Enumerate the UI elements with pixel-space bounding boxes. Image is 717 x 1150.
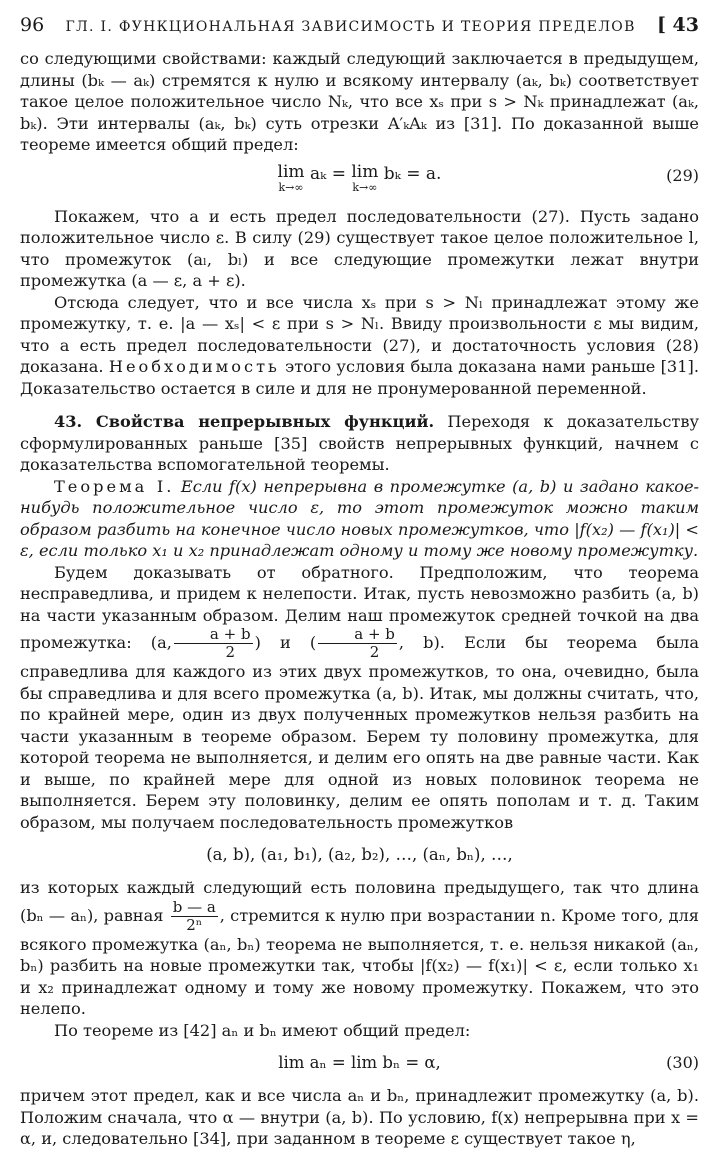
lim-sub-2: k→∞	[352, 180, 378, 194]
section-heading: 43. Свойства непрерывных функций.	[54, 412, 435, 431]
paragraph-6: По теореме из [42] aₙ и bₙ имеют общий предел:	[54, 1020, 471, 1040]
eq29-right: bₖ = a.	[383, 163, 442, 184]
paragraph-1: со следующими свойствами: каждый следующий заключается в предыдущем, длины (bₖ — aₖ) стремятся к нулю и всякому интервалу (aₖ, bₖ) соответствует такое целое положительное число Nₖ, что все xₛ при s > Nₖ принадлежат (aₖ, bₖ). Эти интервалы (aₖ, bₖ) суть отрезки A′ₖAₖ из [31]. По доказанной выше теореме имеется общий предел:	[20, 49, 699, 154]
equation-29	[20, 161, 699, 198]
running-header	[20, 14, 699, 48]
theorem-label: Теорема I.	[54, 476, 175, 496]
section-43-intro: 43. Свойства непрерывных функций. Переходя к доказательству сформулированных раньше [35] свойств непрерывных функций, начнем с доказательства вспомогательной теоремы.	[20, 412, 699, 474]
eq30-number: (30)	[666, 1053, 699, 1072]
lim-op-2: lim	[351, 161, 379, 182]
equation-30	[20, 1049, 699, 1077]
paragraph-2: Покажем, что a и есть предел последовательности (27). Пусть задано положительное число ε. В силу (29) существует такое целое положительное l, что промежуток (aₗ, bₗ) и все следующие промежутки лежат внутри промежутка (a — ε, a + ε).	[20, 206, 699, 290]
theorem-1	[20, 476, 699, 562]
paragraph-7: причем этот предел, как и все числа aₙ и bₙ, принадлежит промежутку (a, b). Положим сначала, что α — внутри (a, b). По условию, f(x) непрерывна при x = α, и, следовательно [34], при заданном в теореме ε существует такое η,	[20, 1086, 699, 1148]
eq29-left: aₖ =	[309, 163, 346, 184]
spaced-word: Необходимость	[108, 357, 280, 376]
paragraph-5: из которых каждый следующий есть половина предыдущего, так что длина (bₙ — aₙ), равная $\frac{b — a}{\text{2ⁿ}}$ , стремится к нулю при возрастании n. Кроме того, для всякого промежутка (aₙ, bₙ) теорема не выполняется, т. е. нельзя никакой (aₙ, bₙ) разбить на новые промежутки так, чтобы |f(x₂) — f(x₁)| < ε, если только x₁ и x₂ принадлежат одному и тому же новому промежутку. Покажем, что это нелепо.	[20, 878, 699, 1018]
sequence-of-intervals: (a, b), (a₁, b₁), (a₂, b₂), …, (aₙ, bₙ), …,	[206, 845, 513, 864]
paragraph-proof: Будем доказывать от обратного. Предположим, что теорема несправедлива, и придем к нелепости. Итак, пусть невозможно разбить (a, b) на части указанным образом. Делим наш промежуток средней точкой на два промежутка: (a, $\frac{a + b}{2}$ ) и ( $\frac{a + b}{2}$ , b). Если бы теорема была справедлива для каждого из этих двух промежутков, то она, очевидно, была бы справедлива и для всего промежутка (a, b). Итак, мы должны считать, что, по крайней мере, один из двух полученных промежутков нельзя разбить на части указанным в теореме образом. Берем ту половину промежутка, для которой теорема не выполняется, и делим его опять на две равные части. Как и выше, по крайней мере для одной из новых половинок теорема не выполняется. Берем эту половинку, делим ее опять пополам и т. д. Таким образом, мы получаем последовательность промежутков	[20, 562, 699, 832]
theorem-text: Если f(x) непрерывна в промежутке (a, b) и задано какое-нибудь положительное число ε, то этот промежуток можно таким образом разбить на конечное число новых промежутков, что |f(x₂) — f(x₁)| < ε, если только x₁ и x₂ принадлежат одному и тому же новому промежутку.	[20, 476, 699, 560]
lim-sub: k→∞	[278, 180, 304, 194]
page-number: 96	[20, 14, 45, 36]
fraction-midpoint-1: $\frac{a + b}{2}$	[174, 626, 253, 661]
lim-op: lim	[277, 161, 305, 182]
fraction-midpoint-2: $\frac{a + b}{2}$	[318, 626, 397, 661]
section-number: [ 43	[656, 14, 699, 36]
fraction-length: $\frac{b — a}{\text{2ⁿ}}$	[172, 897, 216, 934]
eq29-number: (29)	[666, 165, 699, 185]
paragraph-3: Отсюда следует, что и все числа xₛ при s > Nₗ принадлежат этому же промежутку, т. е. |a — xₛ| < ε при s > Nₗ. Ввиду произвольности ε мы видим, что a есть предел последовательности (27), и достаточность условия (28) доказана. Необходимость этого условия была доказана нами раньше [31]. Доказательство остается в силе и для не пронумерованной переменной.	[20, 292, 699, 398]
eq30-text: lim aₙ = lim bₙ = α,	[278, 1053, 441, 1072]
running-title: ГЛ. I. ФУНКЦИОНАЛЬНАЯ ЗАВИСИМОСТЬ И ТЕОРИЯ ПРЕДЕЛОВ	[65, 19, 636, 35]
